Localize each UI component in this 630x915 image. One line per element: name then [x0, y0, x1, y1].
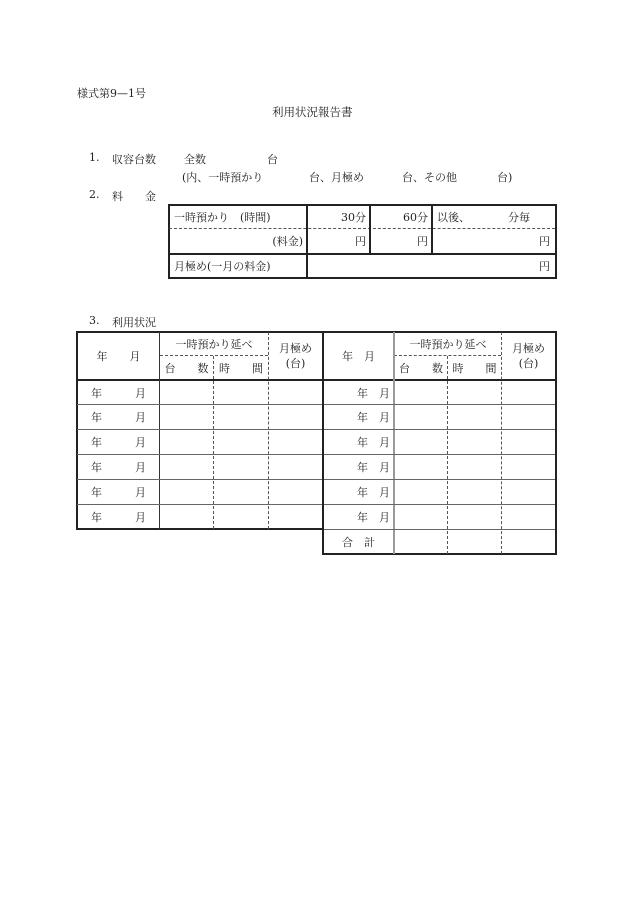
- row-label-right: 年 月: [357, 511, 390, 524]
- header-monthly-left: 月極め: [279, 342, 312, 355]
- header-count-right: 台 数: [399, 361, 443, 375]
- row-label-left: 年 月: [91, 486, 146, 499]
- section1-label: 収容台数: [112, 153, 156, 166]
- row-label-left: 年 月: [91, 436, 146, 449]
- section2-number: 2.: [89, 188, 100, 201]
- monthly-fee-label: 月極め(一月の料金): [174, 260, 271, 273]
- fee-60min-yen: 円: [417, 235, 428, 248]
- total-capacity-label: 全数: [184, 153, 206, 166]
- per-minutes-label: 分毎: [508, 211, 530, 224]
- monthly-fee-yen: 円: [539, 260, 550, 273]
- header-temp-total-right: 一時預かり延べ: [409, 338, 487, 351]
- header-monthly-right: 月極め: [512, 342, 545, 355]
- section3-label: 利用状況: [112, 316, 156, 329]
- header-year-month-left: 年 月: [96, 350, 141, 363]
- page-title: 利用状況報告書: [272, 105, 353, 119]
- row-label-right: 年 月: [357, 486, 390, 499]
- fee-col-60min: 60分: [403, 211, 428, 224]
- row-label-left: 年 月: [91, 386, 146, 400]
- after-label: 以後、: [437, 211, 470, 224]
- row-label-right: 年 月: [357, 386, 390, 400]
- temp-time-label: 一時預かり (時間): [174, 211, 271, 224]
- row-label-left: 年 月: [91, 510, 146, 524]
- total-row-label: 合 計: [342, 535, 375, 549]
- row-label-left: 年 月: [91, 411, 146, 424]
- row-label-right: 年 月: [357, 436, 390, 449]
- header-count-left: 台 数: [164, 361, 209, 375]
- header-hours-right: 時 間: [452, 361, 497, 375]
- breakdown-close: 台): [497, 171, 513, 184]
- fee-30min-yen: 円: [355, 235, 366, 248]
- section3-number: 3.: [89, 314, 100, 327]
- row-label-right: 年 月: [357, 411, 390, 424]
- row-label-left: 年 月: [91, 461, 146, 474]
- header-monthly-unit-right: (台): [518, 357, 539, 370]
- header-temp-total-left: 一時預かり延べ: [175, 338, 253, 351]
- breakdown-monthly-label: 台、月極め: [309, 171, 364, 184]
- header-hours-left: 時 間: [219, 361, 263, 375]
- section1-number: 1.: [89, 151, 100, 164]
- header-monthly-unit-left: (台): [285, 357, 306, 370]
- fee-col-30min: 30分: [341, 211, 366, 224]
- breakdown-other-label: 台、その他: [402, 171, 457, 184]
- total-capacity-unit: 台: [267, 153, 278, 166]
- row-label-right: 年 月: [357, 461, 390, 474]
- breakdown-temp-label: (内、一時預かり: [182, 171, 264, 184]
- form-number: 様式第9—1号: [77, 87, 146, 100]
- fee-after-yen: 円: [539, 235, 550, 248]
- section2-label: 料 金: [112, 190, 156, 203]
- header-year-month-right: 年 月: [342, 350, 375, 363]
- fee-label: (料金): [272, 235, 303, 248]
